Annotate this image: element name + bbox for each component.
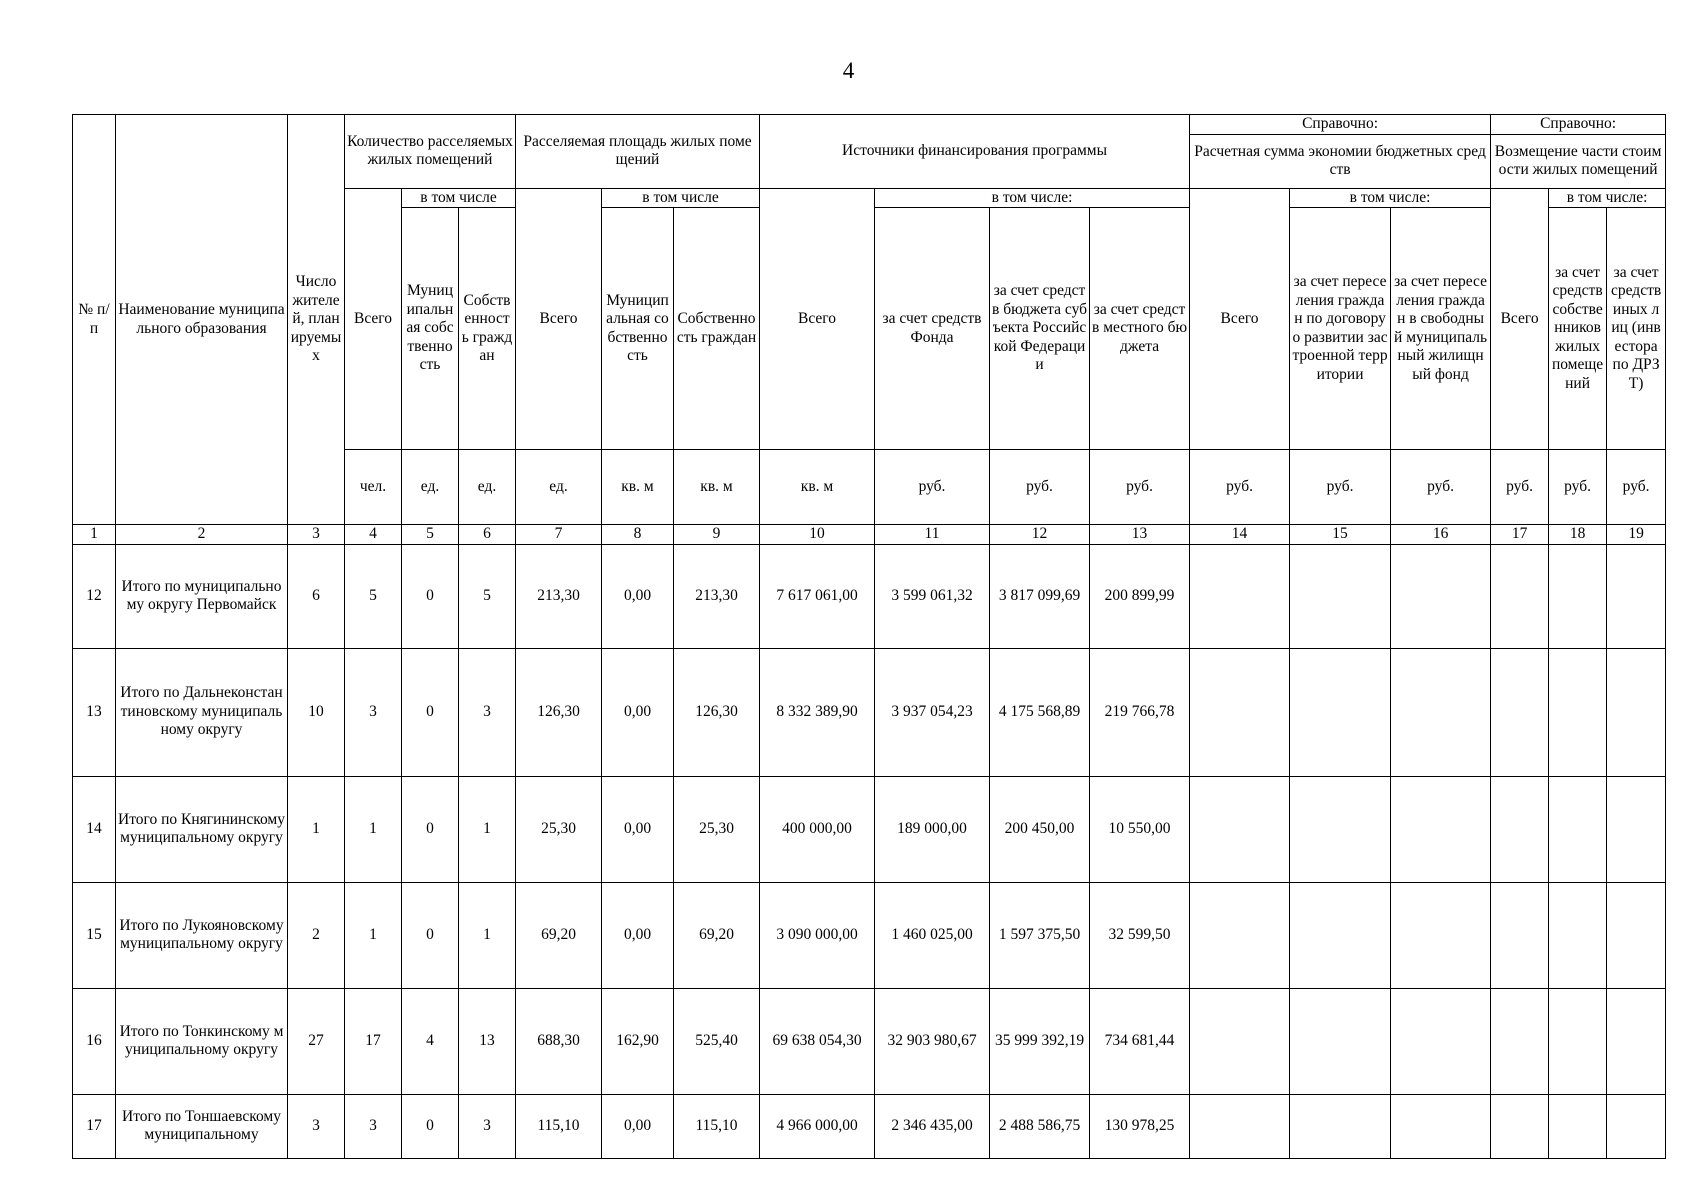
- header-count-group: Количество расселяемых жилых помещений: [345, 115, 516, 189]
- row-fund-cell: 32 903 980,67: [875, 988, 990, 1094]
- empty-reference-cell: [1491, 544, 1549, 648]
- row-area-municipal-cell: 0,00: [602, 776, 674, 882]
- header-citizens-property: Собственность граждан: [459, 208, 516, 450]
- row-local-cell: 130 978,25: [1090, 1094, 1190, 1158]
- row-number-cell: 15: [73, 882, 116, 988]
- empty-reference-cell: [1290, 988, 1391, 1094]
- header-fund: за счет средств Фонда: [875, 208, 990, 450]
- empty-reference-cell: [1190, 988, 1290, 1094]
- row-number-cell: 17: [73, 1094, 116, 1158]
- column-number: 11: [875, 525, 990, 545]
- empty-reference-cell: [1607, 1094, 1666, 1158]
- table-row: [73, 776, 1666, 882]
- table-row: [73, 988, 1666, 1094]
- row-residents-cell: 6: [288, 544, 345, 648]
- row-funds-total-cell: 7 617 061,00: [760, 544, 875, 648]
- unit-cell: руб.: [1290, 450, 1391, 525]
- row-residents-cell: 27: [288, 988, 345, 1094]
- column-number: 13: [1090, 525, 1190, 545]
- column-number: 18: [1549, 525, 1607, 545]
- empty-reference-cell: [1491, 776, 1549, 882]
- empty-reference-cell: [1607, 988, 1666, 1094]
- unit-cell: кв. м: [674, 450, 760, 525]
- column-number: 17: [1491, 525, 1549, 545]
- header-units-total: Всего: [345, 188, 402, 450]
- row-number-cell: 14: [73, 776, 116, 882]
- row-units-total-cell: 17: [345, 988, 402, 1094]
- unit-cell: ед.: [459, 450, 516, 525]
- table-row: [73, 882, 1666, 988]
- row-area-total-cell: 213,30: [516, 544, 602, 648]
- row-units-municipal-cell: 0: [402, 882, 459, 988]
- column-number: 12: [990, 525, 1090, 545]
- unit-cell: руб.: [1391, 450, 1491, 525]
- header-regional-budget: за счет средств бюджета субъекта Российской Федерации: [990, 208, 1090, 450]
- empty-reference-cell: [1290, 776, 1391, 882]
- empty-reference-cell: [1491, 648, 1549, 776]
- header-funds-total: Всего: [760, 188, 875, 450]
- row-funds-total-cell: 400 000,00: [760, 776, 875, 882]
- unit-cell: руб.: [1549, 450, 1607, 525]
- row-area-total-cell: 69,20: [516, 882, 602, 988]
- header-savings-total: Всего: [1190, 188, 1290, 450]
- column-number: 15: [1290, 525, 1391, 545]
- row-local-cell: 219 766,78: [1090, 648, 1190, 776]
- empty-reference-cell: [1290, 882, 1391, 988]
- unit-cell: руб.: [1090, 450, 1190, 525]
- page-number: 4: [842, 58, 855, 83]
- empty-reference-cell: [1607, 648, 1666, 776]
- row-regional-cell: 200 450,00: [990, 776, 1090, 882]
- row-fund-cell: 3 599 061,32: [875, 544, 990, 648]
- empty-reference-cell: [1190, 776, 1290, 882]
- column-number: 2: [116, 525, 288, 545]
- row-units-municipal-cell: 0: [402, 648, 459, 776]
- row-units-municipal-cell: 0: [402, 1094, 459, 1158]
- empty-reference-cell: [1491, 1094, 1549, 1158]
- empty-reference-cell: [1549, 776, 1607, 882]
- row-area-private-cell: 126,30: [674, 648, 760, 776]
- row-fund-cell: 3 937 054,23: [875, 648, 990, 776]
- row-area-private-cell: 69,20: [674, 882, 760, 988]
- row-area-municipal-cell: 0,00: [602, 1094, 674, 1158]
- column-number: 19: [1607, 525, 1666, 545]
- header-name: Наименование муниципального образования: [116, 115, 288, 525]
- row-name-cell: Итого по Тоншаевскому муниципальному: [116, 1094, 288, 1158]
- empty-reference-cell: [1607, 882, 1666, 988]
- row-local-cell: 734 681,44: [1090, 988, 1190, 1094]
- row-area-municipal-cell: 0,00: [602, 882, 674, 988]
- header-citizens-area: Собственность граждан: [674, 208, 760, 450]
- unit-cell: руб.: [875, 450, 990, 525]
- row-local-cell: 200 899,99: [1090, 544, 1190, 648]
- table-row: [73, 648, 1666, 776]
- empty-reference-cell: [1290, 1094, 1391, 1158]
- header-municipal-area: Муниципальная собственность: [602, 208, 674, 450]
- unit-cell: руб.: [1491, 450, 1549, 525]
- empty-reference-cell: [1190, 1094, 1290, 1158]
- unit-cell: руб.: [1190, 450, 1290, 525]
- row-name-cell: Итого по муниципальному округу Первомайск: [116, 544, 288, 648]
- empty-reference-cell: [1549, 1094, 1607, 1158]
- row-name-cell: Итого по Тонкинскому муниципальному округу: [116, 988, 288, 1094]
- empty-reference-cell: [1491, 882, 1549, 988]
- empty-reference-cell: [1391, 1094, 1491, 1158]
- empty-reference-cell: [1549, 544, 1607, 648]
- row-regional-cell: 3 817 099,69: [990, 544, 1090, 648]
- empty-reference-cell: [1391, 544, 1491, 648]
- row-area-private-cell: 525,40: [674, 988, 760, 1094]
- row-name-cell: Итого по Дальнеконстантиновскому муниципальному округу: [116, 648, 288, 776]
- empty-reference-cell: [1391, 776, 1491, 882]
- table-row: [73, 1094, 1666, 1158]
- row-fund-cell: 189 000,00: [875, 776, 990, 882]
- column-number: 4: [345, 525, 402, 545]
- table-row: [73, 544, 1666, 648]
- unit-cell: чел.: [345, 450, 402, 525]
- header-savings-free: за счет переселения граждан в свободный муниципальный жилищный фонд: [1391, 208, 1491, 450]
- row-fund-cell: 2 346 435,00: [875, 1094, 990, 1158]
- row-area-total-cell: 115,10: [516, 1094, 602, 1158]
- row-name-cell: Итого по Лукояновскому муниципальному округу: [116, 882, 288, 988]
- header-area-including: в том числе: [602, 188, 760, 208]
- empty-reference-cell: [1190, 648, 1290, 776]
- row-units-total-cell: 5: [345, 544, 402, 648]
- row-residents-cell: 3: [288, 1094, 345, 1158]
- unit-cell: кв. м: [602, 450, 674, 525]
- row-name-cell: Итого по Княгининскому муниципальному округу: [116, 776, 288, 882]
- empty-reference-cell: [1190, 882, 1290, 988]
- unit-cell: ед.: [516, 450, 602, 525]
- resettlement-table: [72, 114, 1666, 1159]
- table-body: [73, 544, 1666, 1158]
- column-number: 10: [760, 525, 875, 545]
- row-area-municipal-cell: 0,00: [602, 648, 674, 776]
- row-units-private-cell: 3: [459, 648, 516, 776]
- header-area-total: Всего: [516, 188, 602, 450]
- header-comp-total: Всего: [1491, 188, 1549, 450]
- empty-reference-cell: [1290, 544, 1391, 648]
- row-units-private-cell: 1: [459, 776, 516, 882]
- column-number: 14: [1190, 525, 1290, 545]
- row-units-private-cell: 13: [459, 988, 516, 1094]
- row-area-municipal-cell: 0,00: [602, 544, 674, 648]
- row-funds-total-cell: 8 332 389,90: [760, 648, 875, 776]
- row-residents-cell: 2: [288, 882, 345, 988]
- row-area-private-cell: 213,30: [674, 544, 760, 648]
- unit-cell: кв. м: [760, 450, 875, 525]
- row-number-cell: 12: [73, 544, 116, 648]
- row-regional-cell: 35 999 392,19: [990, 988, 1090, 1094]
- column-number: 9: [674, 525, 760, 545]
- empty-reference-cell: [1190, 544, 1290, 648]
- row-regional-cell: 2 488 586,75: [990, 1094, 1090, 1158]
- row-area-total-cell: 688,30: [516, 988, 602, 1094]
- row-units-total-cell: 1: [345, 882, 402, 988]
- empty-reference-cell: [1607, 544, 1666, 648]
- header-comp-owners: за счет средств собственников жилых помещений: [1549, 208, 1607, 450]
- row-local-cell: 32 599,50: [1090, 882, 1190, 988]
- row-number-cell: 13: [73, 648, 116, 776]
- row-units-private-cell: 5: [459, 544, 516, 648]
- row-area-total-cell: 25,30: [516, 776, 602, 882]
- row-regional-cell: 1 597 375,50: [990, 882, 1090, 988]
- unit-cell: руб.: [1607, 450, 1666, 525]
- row-local-cell: 10 550,00: [1090, 776, 1190, 882]
- empty-reference-cell: [1491, 988, 1549, 1094]
- header-local-budget: за счет средств местного бюджета: [1090, 208, 1190, 450]
- header-funds-including: в том числе:: [875, 188, 1190, 208]
- header-units-including: в том числе: [402, 188, 516, 208]
- header-savings-group: Расчетная сумма экономии бюджетных средств: [1190, 134, 1491, 188]
- column-number: 1: [73, 525, 116, 545]
- row-units-private-cell: 1: [459, 882, 516, 988]
- header-area-group: Расселяемая площадь жилых помещений: [516, 115, 760, 189]
- empty-reference-cell: [1391, 882, 1491, 988]
- row-fund-cell: 1 460 025,00: [875, 882, 990, 988]
- row-area-private-cell: 25,30: [674, 776, 760, 882]
- header-no: № п/п: [73, 115, 116, 525]
- row-funds-total-cell: 69 638 054,30: [760, 988, 875, 1094]
- empty-reference-cell: [1391, 648, 1491, 776]
- empty-reference-cell: [1549, 882, 1607, 988]
- row-units-municipal-cell: 0: [402, 544, 459, 648]
- empty-reference-cell: [1549, 648, 1607, 776]
- header-municipal-property: Муниципальная собственность: [402, 208, 459, 450]
- row-residents-cell: 1: [288, 776, 345, 882]
- header-savings-dev: за счет переселения граждан по договору о развитии застроенной территории: [1290, 208, 1391, 450]
- unit-cell: руб.: [990, 450, 1090, 525]
- row-units-municipal-cell: 4: [402, 988, 459, 1094]
- row-area-municipal-cell: 162,90: [602, 988, 674, 1094]
- empty-reference-cell: [1607, 776, 1666, 882]
- row-units-municipal-cell: 0: [402, 776, 459, 882]
- column-number: 3: [288, 525, 345, 545]
- column-number: 16: [1391, 525, 1491, 545]
- row-funds-total-cell: 4 966 000,00: [760, 1094, 875, 1158]
- empty-reference-cell: [1391, 988, 1491, 1094]
- column-number: 8: [602, 525, 674, 545]
- empty-reference-cell: [1290, 648, 1391, 776]
- column-number: 7: [516, 525, 602, 545]
- header-comp-including: в том числе:: [1549, 188, 1666, 208]
- row-units-total-cell: 3: [345, 1094, 402, 1158]
- header-reference-1: Справочно:: [1190, 115, 1491, 135]
- row-residents-cell: 10: [288, 648, 345, 776]
- row-funds-total-cell: 3 090 000,00: [760, 882, 875, 988]
- row-regional-cell: 4 175 568,89: [990, 648, 1090, 776]
- header-comp-others: за счет средств иных лиц (инвестора по ДРЗТ): [1607, 208, 1666, 450]
- row-area-total-cell: 126,30: [516, 648, 602, 776]
- empty-reference-cell: [1549, 988, 1607, 1094]
- row-units-total-cell: 3: [345, 648, 402, 776]
- row-area-private-cell: 115,10: [674, 1094, 760, 1158]
- header-financing-group: Источники финансирования программы: [760, 115, 1190, 189]
- column-number: 5: [402, 525, 459, 545]
- header-compensation-group: Возмещение части стоимости жилых помещений: [1491, 134, 1666, 188]
- column-number: 6: [459, 525, 516, 545]
- row-units-total-cell: 1: [345, 776, 402, 882]
- row-number-cell: 16: [73, 988, 116, 1094]
- header-reference-2: Справочно:: [1491, 115, 1666, 135]
- unit-cell: ед.: [402, 450, 459, 525]
- row-units-private-cell: 3: [459, 1094, 516, 1158]
- header-savings-including: в том числе:: [1290, 188, 1491, 208]
- header-residents: Число жителей, планируемых: [288, 115, 345, 525]
